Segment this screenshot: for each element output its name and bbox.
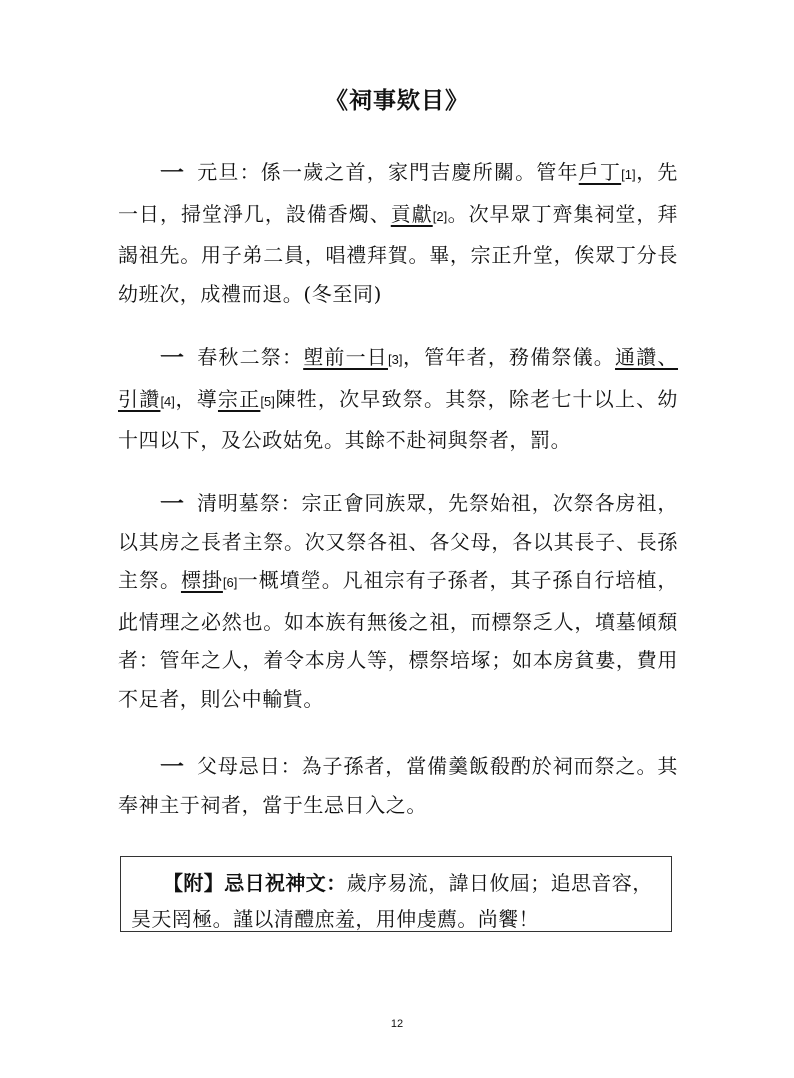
underlined-term: 標掛 [180, 568, 223, 592]
bullet-dash: 一 [159, 345, 185, 369]
paragraph-qingming [118, 484, 678, 718]
footnote-ref[interactable]: [2] [432, 208, 448, 224]
paragraph-text: 陳牲，次早致祭。其祭，除老七十以上、幼十四以下，及公政姑免。其餘不赴祠與祭者，罰。 [118, 386, 679, 452]
paragraph-text: ，先一日，掃堂淨几，設備香燭、 [118, 160, 679, 226]
footnote-ref[interactable]: [6] [222, 575, 238, 590]
bullet-dash: 一 [159, 160, 185, 184]
footnote-ref[interactable]: [3] [387, 352, 403, 367]
underlined-term: 塱前一日 [303, 345, 388, 369]
paragraph-text: 春秋二祭： [196, 345, 304, 369]
underlined-term: 宗正 [217, 386, 261, 411]
underlined-term: 通讚、引讚 [118, 345, 679, 411]
appendix-text: 歲序易流，諱日攸屆；追思音容，昊天罔極。謹以清醴庶羞，用伸虔薦。尚饗！ [131, 871, 653, 931]
paragraph-text: 。次早眾丁齊集祠堂，拜謁祖先。用子弟二員，唱禮拜賀。畢，宗正升堂，俟眾丁分長幼班次，成禮而退。(冬至同) [118, 201, 678, 306]
paragraph-text: 清明墓祭：宗正會同族眾，先祭始祖，次祭各房祖，以其房之長者主祭。次又祭各祖、各父母，各以其長子、長孫主祭。 [118, 491, 678, 592]
page-title: 《祠事欵目》 [325, 88, 469, 114]
footnote-ref[interactable]: [4] [160, 393, 175, 409]
paragraph-text: 父母忌日：為子孫者，當備羹飯殽酌於祠而祭之。其奉神主于祠者，當于生忌日入之。 [118, 754, 678, 817]
paragraph-text: ，導 [174, 386, 218, 411]
paragraph-text: 元旦：係一歲之首，家門吉慶所關。管年 [196, 160, 579, 184]
appendix-heading: 【附】忌日祝神文： [163, 871, 347, 895]
paragraph-text: 一概墳塋。凡祖宗有子孫者，其子孫自行培植，此情理之必然也。如本族有無後之祖，而標祭乏人，墳墓傾頹者：管年之人，着令本房人等，標祭培塚；如本房貧婁，費用不足者，則公中輸貲。 [118, 568, 678, 711]
bullet-dash: 一 [159, 754, 185, 778]
page-number: 12 [390, 1018, 404, 1030]
paragraph-new-year [118, 153, 678, 313]
footnote-ref[interactable]: [1] [621, 167, 636, 182]
underlined-term: 戶丁 [578, 160, 622, 184]
paragraph-text: ，管年者，務備祭儀。 [402, 345, 616, 369]
footnote-ref[interactable]: [5] [260, 393, 275, 409]
appendix-box [120, 856, 672, 932]
paragraph-memorial-day [118, 747, 678, 824]
bullet-dash: 一 [159, 491, 185, 515]
underlined-term: 貢獻 [390, 201, 433, 226]
paragraph-spring-autumn [118, 338, 678, 460]
